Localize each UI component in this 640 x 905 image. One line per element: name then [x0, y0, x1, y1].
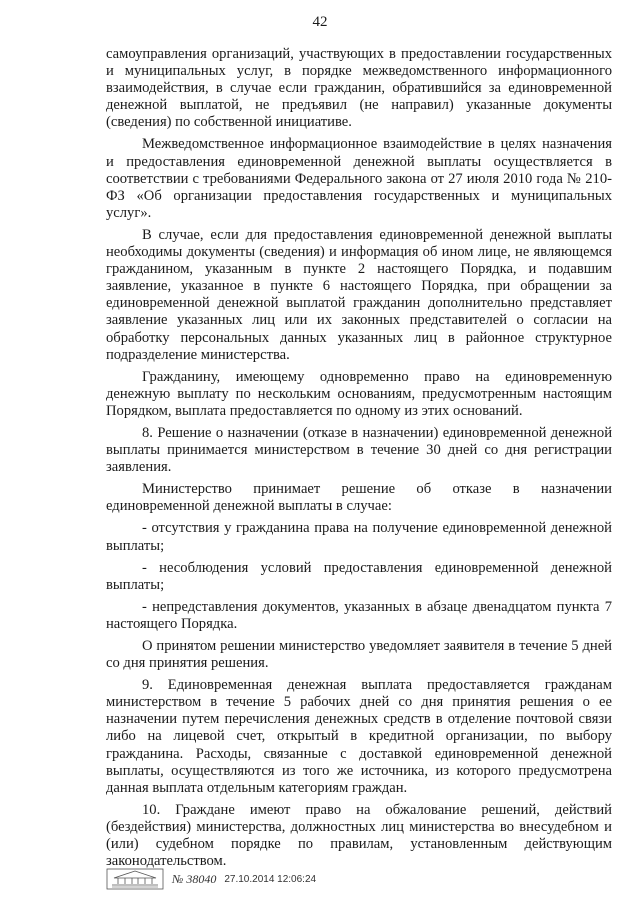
list-item: - несоблюдения условий предоставления единовременной денежной выплаты;: [106, 559, 612, 593]
paragraph: Межведомственное информационное взаимодействие в целях назначения и предоставления единовременной денежной выплаты осуществляется в соответствии с требованиями Федерального закона от 27 июля 2010 года № 210-ФЗ «Об организации предоставления государственных и муниципальных услуг».: [106, 136, 612, 221]
page-number: 42: [312, 14, 328, 30]
document-timestamp: 27.10.2014 12:06:24: [224, 873, 317, 885]
paragraph: Министерство принимает решение об отказе в назначении единовременной денежной выплаты в случае:: [106, 481, 612, 515]
paragraph: 10. Граждане имеют право на обжалование решений, действий (бездействия) министерства, должностных лиц министерства во внесудебном и (или) судебном порядке по правилам, установленным действующим законодательством.: [106, 801, 612, 870]
document-footer: [106, 868, 316, 890]
list-item: - непредставления документов, указанных в абзаце двенадцатом пункта 7 настоящего Порядка.: [106, 598, 612, 632]
list-item: - отсутствия у гражданина права на получение единовременной денежной выплаты;: [106, 520, 612, 554]
government-building-stamp-icon: [106, 868, 164, 890]
paragraph: 9. Единовременная денежная выплата предоставляется гражданам министерством в течение 5 рабочих дней со дня принятия решения о ее назначении путем перечисления денежных средств в отделение почтовой связи либо на лицевой счет, открытый в кредитной организации, по выбору гражданина. Расходы, связанные с доставкой единовременной денежной выплаты, осуществляются из того же источника, из которого предусмотрена данная выплата отдельным категориям граждан.: [106, 677, 612, 796]
paragraph: В случае, если для предоставления единовременной денежной выплаты необходимы документы (сведения) и информация об ином лице, не являющемся гражданином, указанным в пункте 2 настоящего Порядка, и подавшим заявление, указанное в пункте 6 настоящего Порядка, при обращении за единовременной денежной выплатой гражданин дополнительно представляет заявление указанных лиц или их законных представителей о согласии на обработку персональных данных указанных лиц в районное структурное подразделение министерства.: [106, 226, 612, 363]
paragraph: О принятом решении министерство уведомляет заявителя в течение 5 дней со дня принятия решения.: [106, 638, 612, 672]
paragraph: Гражданину, имеющему одновременно право на единовременную денежную выплату по нескольким основаниям, предусмотренным настоящим Порядком, выплата предоставляется по одному из этих оснований.: [106, 368, 612, 419]
paragraph: самоуправления организаций, участвующих в предоставлении государственных и муниципальных услуг, в порядке межведомственного информационного взаимодействия, в случае если гражданин, обратившийся за единовременной денежной выплатой, не предъявил (не направил) указанные документы (сведения) по собственной инициативе.: [106, 46, 612, 131]
document-body: [106, 46, 612, 875]
document-number: № 38040: [172, 871, 217, 886]
paragraph: 8. Решение о назначении (отказе в назначении) единовременной денежной выплаты принимается министерством в течение 30 дней со дня регистрации заявления.: [106, 424, 612, 476]
